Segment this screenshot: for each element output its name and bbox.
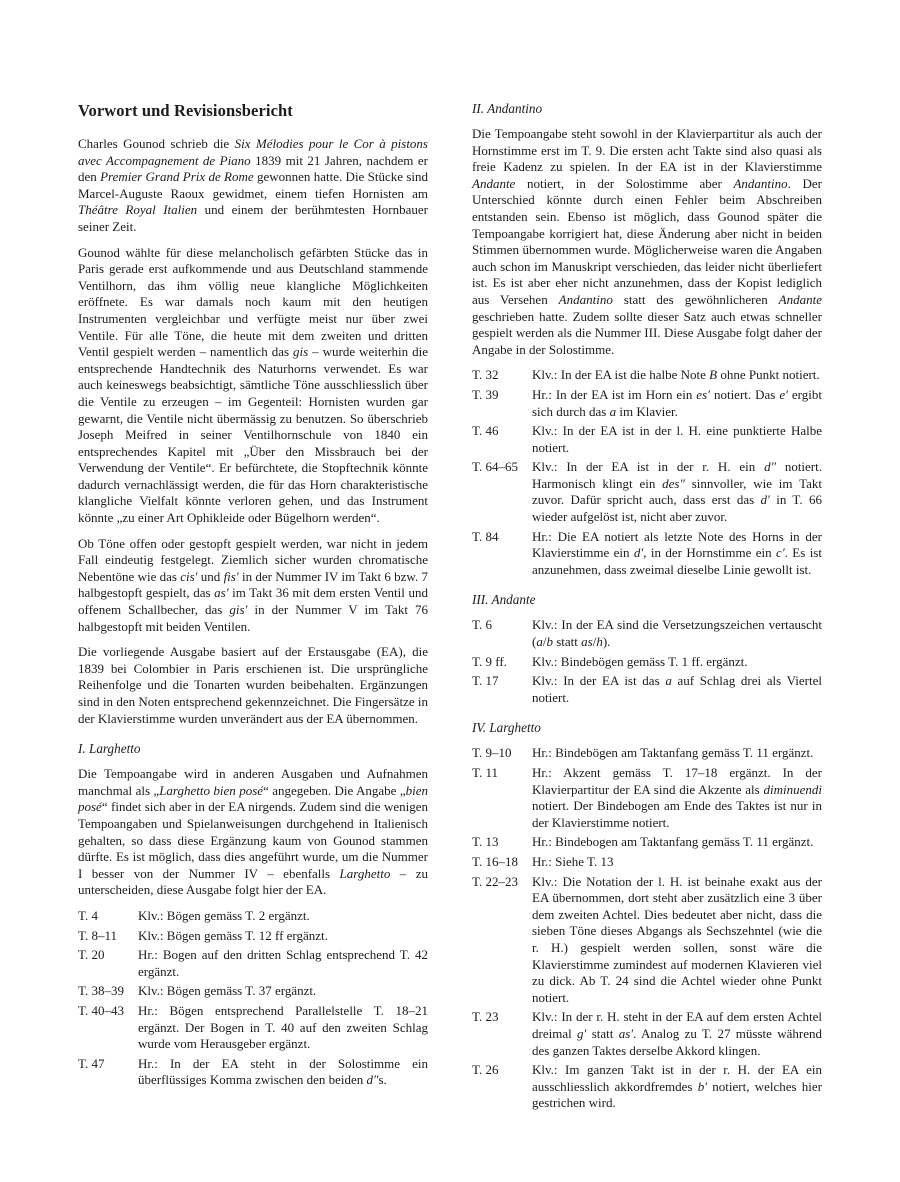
note-text: Hr.: In der EA steht in der Solostimme ein überflüssiges Komma zwischen den beiden d″s.	[138, 1055, 428, 1088]
revision-note	[78, 928, 428, 945]
measure-ref: T. 64–65	[472, 459, 518, 475]
measure-ref: T. 23	[472, 1009, 499, 1025]
paragraph: Die Tempoangabe steht sowohl in der Klavierpartitur als auch der Hornstimme erst im T. 9. Die ersten acht Takte sind also quasi als freie Kadenz zu spielen. In der EA ist in der Klavierstimme Andante notiert, in der Solostimme aber Andantino. Der Unterschied könnte durch einen Fehler beim Abschreiben entstanden sein. Ebenso ist möglich, dass Gounod später die Tempoangabe korrigiert hat, diese Änderung aber nicht in beiden Stimmen übernommen wurde. Möglicherweise waren die Angaben auch schon im Manuskript verschieden, das leider nicht überliefert ist. Es ist aber eher nicht anzunehmen, dass der Kopist lediglich aus Versehen Andantino statt des gewöhnlicheren Andante geschrieben hatte. Zudem sollte dieser Satz auch etwas schneller gespielt werden als die Nummer III. Diese Ausgabe folgt daher der Angabe in der Solostimme.	[472, 126, 822, 357]
note-text: Klv.: In der EA ist in der r. H. ein d″ notiert. Harmonisch klingt ein des″ sinnvoller, wie im Takt zuvor. Dafür spricht auch, dass erst das d′ in T. 66 wieder aufgelöst ist, nicht aber zuvor.	[532, 459, 822, 525]
note-text: Klv.: Im ganzen Takt ist in der r. H. der EA ein ausschliesslich akkordfremdes b′ notiert, welches hier gestrichen wird.	[532, 1062, 823, 1111]
document-title: Vorwort und Revisionsbericht	[78, 101, 293, 120]
note-text: Klv.: Bögen gemäss T. 2 ergänzt.	[138, 907, 310, 923]
measure-ref: T. 40–43	[78, 1002, 124, 1018]
note-text: Klv.: Die Notation der l. H. ist beinahe exakt aus der EA übernommen, dort steht aber zusätzlich eine 3 über dem zweiten Achtel. Dies bedeutet aber nicht, dass die sieben Töne dieses Abgangs als Sechszehntel (wie die r. H.) gespielt werden sollen, sonst wäre die Klavierstimme zumindest auf modernen Klavieren viel zu dick. Ab T. 24 sind die Achtel wieder ohne Punkt notiert.	[532, 873, 822, 1005]
revision-note	[472, 765, 822, 831]
movement-heading: IV. Larghetto	[472, 720, 541, 736]
note-text: Klv.: In der EA sind die Versetzungszeichen vertauscht (a/b statt as/h).	[532, 617, 822, 650]
paragraph: Gounod wählte für diese melancholisch gefärbten Stücke das in Paris gerade erst aufkommende und aus Deutschland stammende Ventilhorn, das ihm völlig neue klangliche Möglichkeiten eröffnete. Es war damals noch kaum mit den heutigen Instrumenten vergleichbar und verfügte meist nur über zwei Ventile. Für alle Töne, die heute mit dem zweiten und dritten Ventil gespielt werden – namentlich das gis – wurde weiterhin die entsprechende Handtechnik des Naturhorns verwendet. Es war auch keineswegs beabsichtigt, sämtliche Töne ausschliesslich über die Ventile zu erzeugen – im Gegenteil: Hornisten wurden gar gewarnt, die Ventile nicht übermässig zu benutzen. So überschrieb Joseph Meifred in seiner Ventilhornschule von 1840 ein entsprechendes Kapitel mit „Über den Missbrauch bei der Verwendung der Ventile“. Er befürchtete, die Stopftechnik könnte dadurch vernachlässigt werden, die für das Horn charakteristische klangliche Vielfalt könnte verloren gehen, und das Instrument könnte „zu einer Art Ophikleide oder Bügelhorn werden“.	[78, 244, 428, 526]
measure-ref: T. 47	[78, 1055, 105, 1071]
revision-note	[78, 1056, 428, 1089]
revision-note	[472, 387, 822, 420]
measure-ref: T. 8–11	[78, 927, 117, 943]
revision-note	[78, 983, 428, 1000]
measure-ref: T. 22–23	[472, 873, 518, 889]
revision-notes-list	[472, 617, 822, 706]
measure-ref: T. 32	[472, 367, 499, 383]
revision-notes-list	[472, 367, 822, 578]
paragraph: Charles Gounod schrieb die Six Mélodies pour le Cor à pistons avec Accompagnement de Piano 1839 mit 21 Jahren, nachdem er den Premier Grand Prix de Rome gewonnen hatte. Die Stücke sind Marcel-Auguste Raoux gewidmet, einem tiefen Hornisten am Théâtre Royal Italien und einem der berühmtesten Hornbauer seiner Zeit.	[78, 136, 429, 234]
measure-ref: T. 26	[472, 1062, 499, 1078]
measure-ref: T. 16–18	[472, 853, 518, 869]
measure-ref: T. 46	[472, 423, 499, 439]
left-column	[78, 101, 428, 1092]
movement-heading: III. Andante	[472, 592, 536, 608]
revision-note	[472, 673, 822, 706]
measure-ref: T. 13	[472, 834, 499, 850]
paragraph: Die Tempoangabe wird in anderen Ausgaben und Aufnahmen manchmal als „Larghetto bien posé“ angegeben. Die Angabe „bien posé“ findet sich aber in der EA nirgends. Zudem sind die wenigen Tempoangaben und Spielanweisungen durchgehend in Italienisch gehalten, so dass diese Ergänzung kaum von Gounod stammen dürfte. Es ist möglich, dass dies angeführt wurde, um die Nummer I besser von der Nummer IV – ebenfalls Larghetto – zu unterscheiden, diese Ausgabe folgt hier der EA.	[78, 766, 428, 898]
revision-note	[472, 834, 822, 851]
note-text: Hr.: Die EA notiert als letzte Note des Horns in der Klavierstimme ein d′, in der Hornstimme ein c′. Es ist anzunehmen, dass zweimal dieselbe Linie gewollt ist.	[532, 528, 822, 577]
revision-note	[472, 617, 822, 650]
revision-note	[472, 1062, 822, 1112]
note-text: Hr.: Bogen auf den dritten Schlag entsprechend T. 42 ergänzt.	[138, 947, 428, 979]
measure-ref: T. 4	[78, 907, 98, 923]
measure-ref: T. 38–39	[78, 983, 124, 999]
note-text: Klv.: In der EA ist die halbe Note B ohne Punkt notiert.	[532, 367, 820, 383]
note-text: Klv.: Bindebögen gemäss T. 1 ff. ergänzt.	[532, 653, 748, 669]
note-text: Hr.: Bindebogen am Taktanfang gemäss T. 11 ergänzt.	[532, 834, 814, 850]
revision-notes-list	[78, 908, 428, 1089]
revision-note	[472, 1009, 822, 1059]
measure-ref: T. 11	[472, 765, 498, 780]
note-text: Hr.: In der EA ist im Horn ein es′ notiert. Das e′ ergibt sich durch das a im Klavier.	[532, 386, 822, 419]
revision-note	[472, 423, 822, 456]
paragraph: Die vorliegende Ausgabe basiert auf der Erstausgabe (EA), die 1839 bei Colombier in Paris erschienen ist. Die ursprüngliche Reihenfolge und die Tonarten wurden beibehalten. Ergänzungen sind in den Noten entsprechend gekennzeichnet. Die Fingersätze in der Klavierstimme wurden unverändert aus der EA übernommen.	[78, 644, 428, 726]
revision-note	[78, 908, 428, 925]
measure-ref: T. 6	[472, 617, 492, 633]
revision-note	[78, 1003, 428, 1053]
measure-ref: T. 20	[78, 947, 105, 963]
movement-heading: I. Larghetto	[78, 741, 141, 757]
two-column-layout	[78, 101, 822, 1115]
note-text: Hr.: Akzent gemäss T. 17–18 ergänzt. In der Klavierpartitur der EA sind die Akzente als diminuendi notiert. Der Bindebogen am Ende des Taktes ist nur in der Klavierstimme notiert.	[532, 765, 822, 830]
note-text: Hr.: Bögen entsprechend Parallelstelle T. 18–21 ergänzt. Der Bogen in T. 40 auf den zweiten Schlag wurde vom Herausgeber ergänzt.	[138, 1002, 428, 1052]
measure-ref: T. 9–10	[472, 745, 512, 761]
revision-note	[472, 654, 822, 671]
measure-ref: T. 17	[472, 673, 499, 689]
note-text: Klv.: Bögen gemäss T. 12 ff ergänzt.	[138, 927, 328, 943]
note-text: Hr.: Siehe T. 13	[532, 853, 614, 869]
revision-note	[472, 745, 822, 762]
revision-note	[472, 874, 822, 1007]
revision-note	[78, 947, 428, 980]
measure-ref: T. 39	[472, 386, 499, 402]
note-text: Hr.: Bindebögen am Taktanfang gemäss T. 11 ergänzt.	[532, 745, 814, 761]
movement-heading: II. Andantino	[472, 101, 543, 116]
note-text: Klv.: In der r. H. steht in der EA auf dem ersten Achtel dreimal g′ statt as′. Analog zu T. 27 müsste während des ganzen Taktes derselbe Akkord klingen.	[532, 1009, 822, 1058]
measure-ref: T. 84	[472, 528, 499, 544]
revision-note	[472, 854, 822, 871]
note-text: Klv.: In der EA ist das a auf Schlag drei als Viertel notiert.	[532, 673, 822, 705]
revision-note	[472, 529, 822, 579]
revision-note	[472, 459, 822, 525]
note-text: Klv.: Bögen gemäss T. 37 ergänzt.	[138, 983, 317, 999]
revision-note	[472, 367, 822, 384]
right-column	[472, 101, 822, 1115]
revision-notes-list	[472, 745, 822, 1111]
paragraph: Ob Töne offen oder gestopft gespielt werden, war nicht in jedem Fall eindeutig festgelegt. Ziemlich sicher wurden chromatische Nebentöne wie das cis′ und fis′ in der Nummer IV im Takt 6 bzw. 7 halbgestopft gespielt, das as′ im Takt 36 mit dem ersten Ventil und offenem Schallbecher, das gis′ in der Nummer V im Takt 76 halbgestopft mit beiden Ventilen.	[78, 535, 428, 634]
measure-ref: T. 9 ff.	[472, 653, 507, 669]
note-text: Klv.: In der EA ist in der l. H. eine punktierte Halbe notiert.	[532, 423, 822, 455]
